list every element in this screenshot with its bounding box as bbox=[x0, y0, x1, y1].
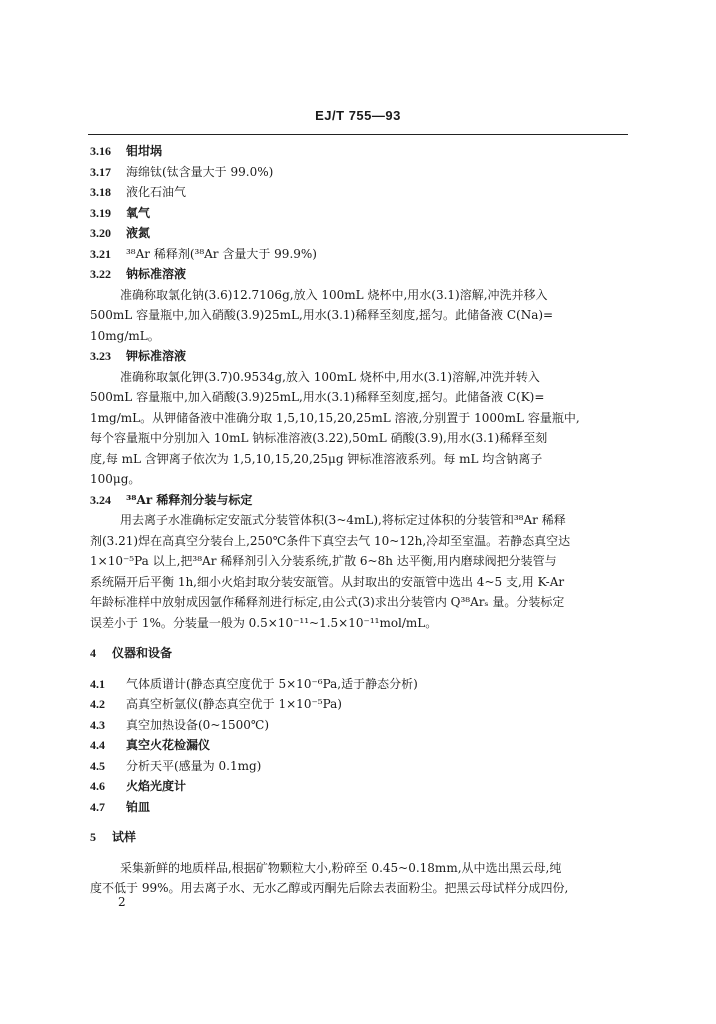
list-item bbox=[90, 694, 626, 715]
paragraph-line: 1mg/mL。从钾储备液中准确分取 1,5,10,15,20,25mL 溶液,分别置于 1000mL 容量瓶中, bbox=[90, 410, 580, 425]
item-text: 钼坩埚 bbox=[126, 144, 163, 158]
item-text: 氧气 bbox=[126, 205, 151, 220]
paragraph-line: 每个容量瓶中分别加入 10mL 钠标准溶液(3.22),50mL 硝酸(3.9),用水(3.1)稀释至刻 bbox=[90, 431, 548, 445]
item-text: ³⁸Ar 稀释剂分装与标定 bbox=[126, 492, 253, 507]
list-item bbox=[90, 674, 626, 695]
list-item bbox=[90, 797, 626, 818]
item-text: 高真空析氩仪(静态真空优于 1×10⁻⁵Pa) bbox=[126, 697, 342, 711]
item-text: 钾标准溶液 bbox=[126, 349, 187, 363]
page-number: 2 bbox=[118, 895, 126, 909]
paragraph-line: 500mL 容量瓶中,加入硝酸(3.9)25mL,用水(3.1)稀释至刻度,摇匀。此储备液 C(K)= bbox=[90, 390, 545, 404]
item-number: 3.19 bbox=[90, 205, 111, 220]
standard-header: EJ/T 755—93 bbox=[315, 108, 401, 123]
paragraph-line: 用去离子水准确标定安瓿式分装管体积(3~4mL),将标定过体积的分装管和³⁸Ar 稀释 bbox=[120, 513, 566, 527]
paragraph-line: 100μg。 bbox=[90, 472, 141, 486]
item-number: 4.1 bbox=[90, 676, 105, 691]
item-text: 分析天平(感量为 0.1mg) bbox=[126, 758, 262, 773]
document-body bbox=[90, 141, 626, 899]
header-rule bbox=[88, 134, 628, 135]
item-number: 4.5 bbox=[90, 758, 105, 773]
section-heading bbox=[90, 827, 626, 848]
paragraph-line: 系统隔开后平衡 1h,细小火焰封取分装安瓿管。从封取出的安瓿管中选出 4~5 支,用 K-Ar bbox=[90, 574, 565, 589]
item-text: 钠标准溶液 bbox=[126, 267, 187, 281]
paragraph-line: 年龄标准样中放射成因氩作稀释剂进行标定,由公式(3)求出分装管内 Q³⁸Arₛ 量。分装标定 bbox=[90, 595, 565, 609]
paragraph-line: 准确称取氯化钾(3.7)0.9534g,放入 100mL 烧杯中,用水(3.1)溶解,冲洗并转入 bbox=[120, 369, 540, 384]
item-number: 4.6 bbox=[90, 779, 105, 793]
section-number: 4 bbox=[90, 646, 96, 660]
item-text: ³⁸Ar 稀释剂(³⁸Ar 含量大于 99.9%) bbox=[126, 246, 317, 261]
section-gap bbox=[90, 817, 626, 827]
item-text: 液氮 bbox=[126, 226, 151, 240]
paragraph-line: 500mL 容量瓶中,加入硝酸(3.9)25mL,用水(3.1)稀释至刻度,摇匀。此储备液 C(Na)= bbox=[90, 308, 554, 322]
item-text: 液化石油气 bbox=[126, 185, 187, 199]
paragraph-line: 准确称取氯化钠(3.6)12.7106g,放入 100mL 烧杯中,用水(3.1)溶解,冲洗并移入 bbox=[120, 287, 548, 302]
item-text: 火焰光度计 bbox=[126, 779, 187, 793]
list-item bbox=[90, 346, 626, 367]
section-gap bbox=[90, 848, 626, 858]
paragraph-line: 度不低于 99%。用去离子水、无水乙醇或丙酮先后除去表面粉尘。把黑云母试样分成四份, bbox=[90, 881, 569, 895]
section-gap bbox=[90, 664, 626, 674]
item-number: 4.7 bbox=[90, 799, 105, 814]
section-heading bbox=[90, 643, 626, 664]
list-item bbox=[90, 756, 626, 777]
list-item bbox=[90, 735, 626, 756]
list-item bbox=[90, 715, 626, 736]
list-item bbox=[90, 203, 626, 224]
paragraph-line: 1×10⁻⁵Pa 以上,把³⁸Ar 稀释剂引入分装系统,扩散 6~8h 达平衡,用内磨球阀把分装管与 bbox=[90, 554, 557, 568]
item-number: 3.22 bbox=[90, 267, 111, 281]
item-number: 4.4 bbox=[90, 738, 105, 752]
item-number: 4.3 bbox=[90, 717, 105, 732]
item-text: 铂皿 bbox=[126, 799, 151, 814]
section-title: 仪器和设备 bbox=[112, 646, 173, 660]
paragraph-line: 误差小于 1%。分装量一般为 0.5×10⁻¹¹~1.5×10⁻¹¹mol/mL。 bbox=[90, 615, 438, 630]
item-text: 真空火花检漏仪 bbox=[126, 738, 211, 752]
paragraph-line: 采集新鲜的地质样品,根据矿物颗粒大小,粉碎至 0.45~0.18mm,从中选出黑云母,纯 bbox=[120, 860, 562, 875]
paragraph-line: 剂(3.21)焊在高真空分装台上,250℃条件下真空去气 10~12h,冷却至室温。若静态真空达 bbox=[90, 533, 571, 548]
item-text: 气体质谱计(静态真空度优于 5×10⁻⁶Pa,适于静态分析) bbox=[126, 676, 418, 691]
list-item bbox=[90, 223, 626, 244]
item-text: 真空加热设备(0~1500℃) bbox=[126, 717, 270, 732]
section-gap bbox=[90, 633, 626, 643]
paragraph-line: 度,每 mL 含钾离子依次为 1,5,10,15,20,25μg 钾标准溶液系列。每 mL 均含钠离子 bbox=[90, 451, 543, 466]
item-number: 3.21 bbox=[90, 246, 111, 261]
item-number: 4.2 bbox=[90, 697, 105, 711]
list-item bbox=[90, 264, 626, 285]
list-item bbox=[90, 490, 626, 511]
list-item bbox=[90, 141, 626, 162]
section-title: 试样 bbox=[112, 830, 137, 844]
list-item bbox=[90, 182, 626, 203]
item-number: 3.18 bbox=[90, 185, 111, 199]
item-text: 海绵钛(钛含量大于 99.0%) bbox=[126, 164, 274, 179]
item-number: 3.20 bbox=[90, 226, 111, 240]
list-item bbox=[90, 244, 626, 265]
item-number: 3.16 bbox=[90, 144, 111, 158]
item-number: 3.23 bbox=[90, 349, 111, 363]
list-item bbox=[90, 776, 626, 797]
item-number: 3.24 bbox=[90, 492, 111, 507]
list-item bbox=[90, 162, 626, 183]
paragraph-line: 10mg/mL。 bbox=[90, 328, 160, 343]
section-number: 5 bbox=[90, 830, 96, 844]
item-number: 3.17 bbox=[90, 164, 111, 179]
